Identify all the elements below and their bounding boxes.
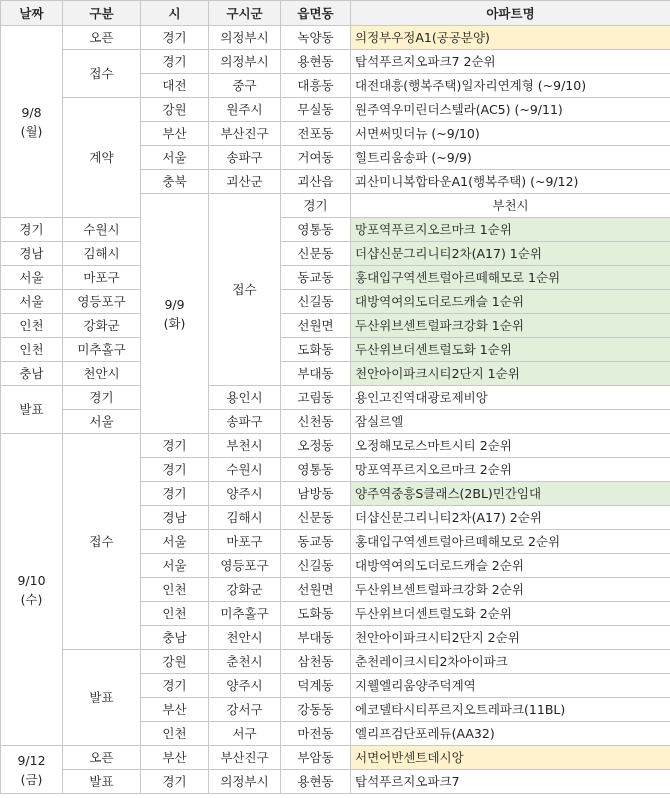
gu-cell: 미추홀구 [63, 338, 141, 362]
header-si: 시 [141, 1, 209, 26]
type-cell: 접수 [209, 194, 281, 386]
si-cell: 충북 [141, 170, 209, 194]
dong-cell: 신문동 [281, 242, 351, 266]
si-cell: 경기 [141, 434, 209, 458]
type-cell: 발표 [1, 386, 63, 434]
gu-cell: 마포구 [63, 266, 141, 290]
dong-cell: 도화동 [281, 338, 351, 362]
gu-cell: 강화군 [209, 578, 281, 602]
apartment-name-cell: 더샵신문그리니티2차(A17) 1순위 [351, 242, 670, 266]
gu-cell: 수원시 [209, 458, 281, 482]
apartment-name-cell: 서면써밋더뉴 (~9/10) [351, 122, 670, 146]
apartment-name-cell: 두산위브센트럴파크강화 2순위 [351, 578, 670, 602]
gu-cell: 김해시 [209, 506, 281, 530]
gu-cell: 의정부시 [209, 26, 281, 50]
dong-cell: 남방동 [281, 482, 351, 506]
si-cell: 경기 [63, 386, 141, 410]
dong-cell: 동교동 [281, 266, 351, 290]
date-cell: 9/8 (월) [1, 26, 63, 218]
apartment-name-cell: 천안아이파크시티2단지 1순위 [351, 362, 670, 386]
apartment-name-cell: 의정부우정A1(공공분양) [351, 26, 670, 50]
table-row [1, 314, 670, 338]
apartment-name-cell: 망포역푸르지오르마크 2순위 [351, 458, 670, 482]
si-cell: 경기 [141, 458, 209, 482]
si-cell: 부산 [141, 746, 209, 770]
dong-cell: 영통동 [281, 458, 351, 482]
gu-cell: 영등포구 [63, 290, 141, 314]
si-cell: 강원 [141, 98, 209, 122]
dong-cell: 부암동 [281, 746, 351, 770]
apartment-name-cell: 대방역여의도더로드캐슬 2순위 [351, 554, 670, 578]
apartment-name-cell: 탑석푸르지오파크7 [351, 770, 670, 794]
table-row [1, 338, 670, 362]
si-cell: 부산 [141, 698, 209, 722]
apartment-name-cell: 에코델타시티푸르지오트레파크(11BL) [351, 698, 670, 722]
header-dong: 읍면동 [281, 1, 351, 26]
si-cell: 대전 [141, 74, 209, 98]
dong-cell: 신천동 [281, 410, 351, 434]
apartment-name-cell: 오정해모로스마트시티 2순위 [351, 434, 670, 458]
dong-cell: 도화동 [281, 602, 351, 626]
gu-cell: 마포구 [209, 530, 281, 554]
dong-cell: 오정동 [281, 434, 351, 458]
gu-cell: 서구 [209, 722, 281, 746]
gu-cell: 용인시 [209, 386, 281, 410]
si-cell: 경기 [141, 674, 209, 698]
si-cell: 경기 [141, 770, 209, 794]
gu-cell: 양주시 [209, 674, 281, 698]
si-cell: 충남 [141, 626, 209, 650]
apartment-name-cell: 홍대입구역센트럴아르떼해모로 2순위 [351, 530, 670, 554]
gu-cell: 의정부시 [209, 770, 281, 794]
dong-cell: 녹양동 [281, 26, 351, 50]
si-cell: 경기 [281, 194, 351, 218]
gu-cell: 미추홀구 [209, 602, 281, 626]
gu-cell: 부산진구 [209, 746, 281, 770]
si-cell: 경남 [1, 242, 63, 266]
type-cell: 발표 [63, 770, 141, 794]
schedule-body [1, 26, 670, 794]
table-row [1, 290, 670, 314]
si-cell: 인천 [141, 722, 209, 746]
gu-cell: 영등포구 [209, 554, 281, 578]
table-row [1, 410, 670, 434]
apartment-name-cell: 엘리프검단포레듀(AA32) [351, 722, 670, 746]
si-cell: 인천 [141, 578, 209, 602]
dong-cell: 동교동 [281, 530, 351, 554]
gu-cell: 강서구 [209, 698, 281, 722]
gu-cell: 괴산군 [209, 170, 281, 194]
apartment-name-cell: 힐트리움송파 (~9/9) [351, 146, 670, 170]
date-cell: 9/9 (화) [141, 194, 209, 434]
si-cell: 인천 [1, 314, 63, 338]
gu-cell: 부천시 [209, 434, 281, 458]
si-cell: 서울 [1, 290, 63, 314]
dong-cell: 선원면 [281, 314, 351, 338]
si-cell: 서울 [141, 146, 209, 170]
header-row [1, 1, 670, 26]
dong-cell: 신문동 [281, 506, 351, 530]
dong-cell: 괴산읍 [281, 170, 351, 194]
apartment-name-cell: 춘천레이크시티2차아이파크 [351, 650, 670, 674]
gu-cell: 춘천시 [209, 650, 281, 674]
apartment-name-cell: 홍대입구역센트럴아르떼해모로 1순위 [351, 266, 670, 290]
apartment-name-cell: 잠실르엘 [351, 410, 670, 434]
gu-cell: 수원시 [63, 218, 141, 242]
dong-cell: 신길동 [281, 290, 351, 314]
si-cell: 서울 [1, 266, 63, 290]
dong-cell: 거여동 [281, 146, 351, 170]
gu-cell: 부천시 [351, 194, 670, 218]
si-cell: 인천 [141, 602, 209, 626]
table-row [1, 650, 670, 674]
gu-cell: 원주시 [209, 98, 281, 122]
apartment-name-cell: 두산위브더센트럴도화 1순위 [351, 338, 670, 362]
type-cell: 오픈 [63, 746, 141, 770]
gu-cell: 김해시 [63, 242, 141, 266]
dong-cell: 용현동 [281, 770, 351, 794]
dong-cell: 선원면 [281, 578, 351, 602]
apartment-name-cell: 더샵신문그리니티2차(A17) 2순위 [351, 506, 670, 530]
gu-cell: 송파구 [209, 410, 281, 434]
table-row [1, 266, 670, 290]
type-cell: 오픈 [63, 26, 141, 50]
header-date: 날짜 [1, 1, 63, 26]
si-cell: 경기 [1, 218, 63, 242]
dong-cell: 전포동 [281, 122, 351, 146]
dong-cell: 강동동 [281, 698, 351, 722]
apartment-name-cell: 서면어반센트데시앙 [351, 746, 670, 770]
table-row [1, 386, 670, 410]
date-cell: 9/10 (수) [1, 434, 63, 746]
apartment-name-cell: 두산위브센트럴파크강화 1순위 [351, 314, 670, 338]
si-cell: 인천 [1, 338, 63, 362]
si-cell: 서울 [141, 530, 209, 554]
si-cell: 부산 [141, 122, 209, 146]
apartment-name-cell: 천안아이파크시티2단지 2순위 [351, 626, 670, 650]
dong-cell: 용현동 [281, 50, 351, 74]
apartment-name-cell: 망포역푸르지오르마크 1순위 [351, 218, 670, 242]
table-row [1, 770, 670, 794]
apartment-name-cell: 탑석푸르지오파크7 2순위 [351, 50, 670, 74]
header-gu: 구시군 [209, 1, 281, 26]
gu-cell: 중구 [209, 74, 281, 98]
gu-cell: 의정부시 [209, 50, 281, 74]
gu-cell: 강화군 [63, 314, 141, 338]
apartment-name-cell: 괴산미니복합타운A1(행복주택) (~9/12) [351, 170, 670, 194]
si-cell: 경기 [141, 50, 209, 74]
dong-cell: 신길동 [281, 554, 351, 578]
dong-cell: 무실동 [281, 98, 351, 122]
dong-cell: 영통동 [281, 218, 351, 242]
gu-cell: 천안시 [209, 626, 281, 650]
gu-cell: 천안시 [63, 362, 141, 386]
si-cell: 경기 [141, 26, 209, 50]
table-row [1, 26, 670, 50]
dong-cell: 대흥동 [281, 74, 351, 98]
apartment-name-cell: 두산위브더센트럴도화 2순위 [351, 602, 670, 626]
gu-cell: 송파구 [209, 146, 281, 170]
si-cell: 경남 [141, 506, 209, 530]
header-apt: 아파트명 [351, 1, 670, 26]
date-cell: 9/12 (금) [1, 746, 63, 794]
dong-cell: 부대동 [281, 626, 351, 650]
table-row [1, 746, 670, 770]
si-cell: 경기 [141, 482, 209, 506]
table-row [1, 218, 670, 242]
si-cell: 충남 [1, 362, 63, 386]
si-cell: 서울 [63, 410, 141, 434]
dong-cell: 삼천동 [281, 650, 351, 674]
dong-cell: 고림동 [281, 386, 351, 410]
apartment-name-cell: 대방역여의도더로드캐슬 1순위 [351, 290, 670, 314]
header-type: 구분 [63, 1, 141, 26]
table-row [1, 362, 670, 386]
gu-cell: 부산진구 [209, 122, 281, 146]
apartment-name-cell: 지웰엘리움양주덕계역 [351, 674, 670, 698]
dong-cell: 마전동 [281, 722, 351, 746]
table-row [1, 434, 670, 458]
dong-cell: 부대동 [281, 362, 351, 386]
gu-cell: 양주시 [209, 482, 281, 506]
apartment-name-cell: 대전대흥(행복주택)일자리연계형 (~9/10) [351, 74, 670, 98]
table-row [1, 50, 670, 74]
type-cell: 발표 [63, 650, 141, 746]
table-row [1, 98, 670, 122]
type-cell: 접수 [63, 50, 141, 98]
apartment-name-cell: 양주역중흥S클래스(2BL)민간임대 [351, 482, 670, 506]
apartment-name-cell: 용인고진역대광로제비앙 [351, 386, 670, 410]
si-cell: 강원 [141, 650, 209, 674]
dong-cell: 덕계동 [281, 674, 351, 698]
si-cell: 서울 [141, 554, 209, 578]
type-cell: 접수 [63, 434, 141, 650]
type-cell: 계약 [63, 98, 141, 218]
apartment-name-cell: 원주역우미린더스텔라(AC5) (~9/11) [351, 98, 670, 122]
table-row [1, 242, 670, 266]
